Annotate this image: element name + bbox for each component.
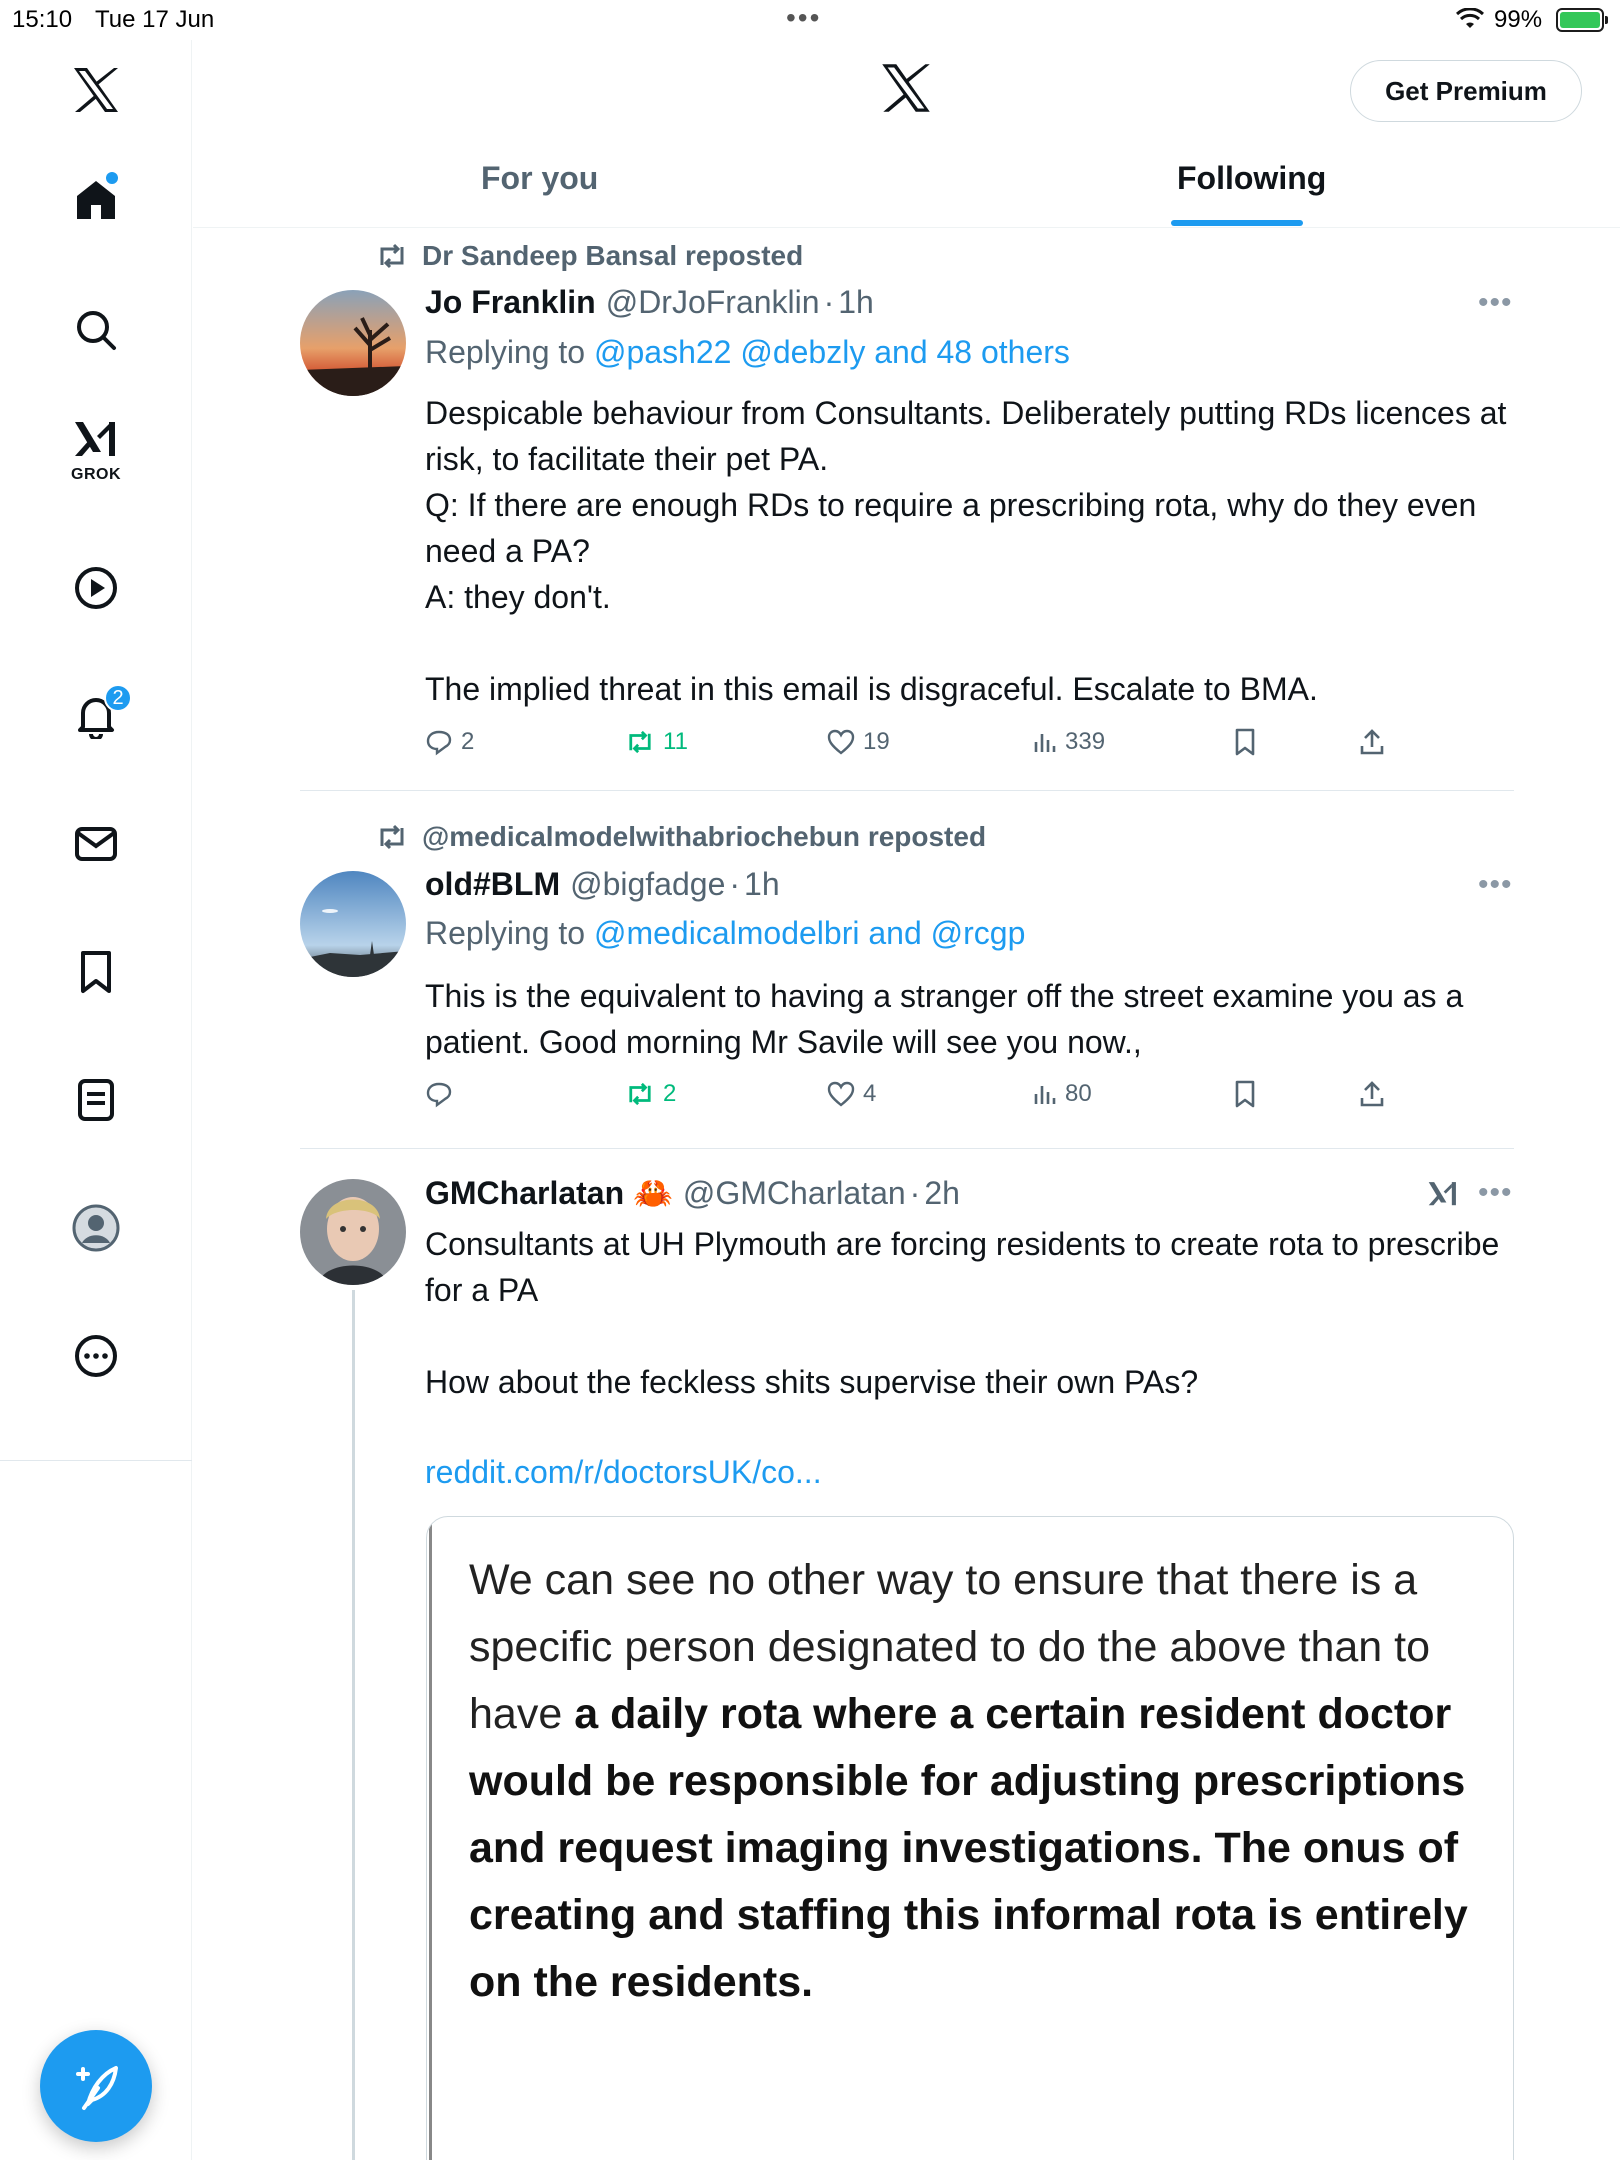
avatar[interactable] xyxy=(300,290,406,396)
tweet-author-row: old#BLM @bigfadge · 1h xyxy=(425,866,780,902)
tweet-time[interactable]: 2h xyxy=(924,1174,960,1211)
views-button[interactable] xyxy=(1033,728,1105,756)
home-icon[interactable] xyxy=(56,160,136,240)
notifications-badge: 2 xyxy=(104,684,132,712)
repost-icon xyxy=(376,824,408,850)
share-button[interactable] xyxy=(1359,728,1385,756)
messages-icon[interactable] xyxy=(56,804,136,884)
battery-icon xyxy=(1556,8,1604,32)
repost-label: @medicalmodelwithabriochebun reposted xyxy=(422,821,987,852)
avatar[interactable] xyxy=(300,1179,406,1285)
replying-to-users[interactable]: @pash22 @debzly and 48 others xyxy=(593,334,1070,370)
reply-icon xyxy=(425,1080,453,1108)
image-text-plain: We can see no other way to ensure that there is a specific person designated to do the above than to have xyxy=(469,1556,1431,1738)
more-icon[interactable]: ••• xyxy=(1478,1176,1513,1209)
image-text xyxy=(469,1547,1489,2016)
bookmark-icon xyxy=(1233,728,1257,756)
x-logo-icon[interactable] xyxy=(56,50,136,130)
repost-indicator[interactable] xyxy=(376,240,803,272)
sidebar-divider xyxy=(0,1460,192,1461)
attached-image[interactable] xyxy=(426,1516,1514,2160)
bookmark-button[interactable] xyxy=(1233,1080,1257,1108)
view-count: 80 xyxy=(1065,1080,1092,1107)
search-icon[interactable] xyxy=(56,290,136,370)
like-count: 4 xyxy=(863,1080,877,1107)
repost-count: 11 xyxy=(663,728,688,755)
tweet-actions xyxy=(425,1080,1405,1120)
image-text-bold: a daily rota where a certain resident doctor would be responsible for adjusting prescriptions and request imaging investigations. The onus of creating and staffing this informal rota is entirely on the residents. xyxy=(469,1690,1468,2006)
author-handle[interactable]: @DrJoFranklin xyxy=(605,284,820,320)
views-icon xyxy=(1033,730,1057,754)
repost-button[interactable] xyxy=(625,1080,676,1108)
tweet-text: Despicable behaviour from Consultants. Deliberately putting RDs licences at risk, to facilitate their pet PA. Q: If there are enough RDs to require a prescribing rota, why do they even need a PA? A: they don't. The implied threat in this email is disgraceful. Escalate to BMA. xyxy=(425,395,1507,707)
author-name[interactable]: old#BLM xyxy=(425,866,561,902)
compose-feather-icon xyxy=(68,2058,124,2114)
sidebar xyxy=(0,40,192,2160)
repost-button[interactable] xyxy=(625,728,688,756)
bookmarks-icon[interactable] xyxy=(56,932,136,1012)
tweet-time[interactable]: 1h xyxy=(838,284,874,320)
author-name[interactable]: GMCharlatan 🦀 xyxy=(425,1175,673,1211)
like-button[interactable] xyxy=(827,728,890,756)
wifi-icon xyxy=(1456,8,1484,37)
status-date: Tue 17 Jun xyxy=(95,6,215,33)
tweet-author-row: Jo Franklin @DrJoFranklin · 1h xyxy=(425,284,874,320)
view-count: 339 xyxy=(1065,728,1106,755)
tab-following[interactable]: Following xyxy=(1177,160,1327,196)
bookmark-icon xyxy=(1233,1080,1257,1108)
x-header-logo-icon xyxy=(879,62,933,119)
replying-to xyxy=(425,915,1025,952)
tweet-link[interactable]: reddit.com/r/doctorsUK/co... xyxy=(425,1454,822,1490)
share-icon xyxy=(1359,728,1385,756)
notifications-icon[interactable] xyxy=(56,676,136,756)
multitasking-dots-icon[interactable]: ••• xyxy=(786,2,822,33)
heart-icon xyxy=(827,729,855,755)
repost-indicator[interactable] xyxy=(376,821,986,853)
author-handle[interactable]: @bigfadge xyxy=(570,866,726,902)
reply-icon xyxy=(425,728,453,756)
author-name[interactable]: Jo Franklin xyxy=(425,284,596,320)
more-icon[interactable]: ••• xyxy=(1478,868,1513,901)
share-button[interactable] xyxy=(1359,1080,1385,1108)
grok-icon[interactable] xyxy=(56,410,136,490)
tweet-author-row: GMCharlatan 🦀 @GMCharlatan · 2h xyxy=(425,1174,960,1211)
like-count: 19 xyxy=(863,728,890,755)
compose-button[interactable] xyxy=(40,2030,152,2142)
grok-explain-icon[interactable] xyxy=(1426,1178,1460,1217)
repost-icon xyxy=(625,730,655,754)
grok-label: GROK xyxy=(71,466,121,483)
repost-label: Dr Sandeep Bansal reposted xyxy=(422,240,804,271)
avatar[interactable] xyxy=(300,871,406,977)
timeline-header xyxy=(193,40,1620,228)
lists-icon[interactable] xyxy=(56,1060,136,1140)
tweet-actions xyxy=(425,728,1405,768)
video-icon[interactable] xyxy=(56,548,136,628)
status-bar xyxy=(0,0,1620,40)
reply-button[interactable] xyxy=(425,1080,461,1108)
tab-for-you[interactable]: For you xyxy=(481,160,599,196)
repost-icon xyxy=(376,243,408,269)
replying-to-prefix: Replying to xyxy=(425,915,594,951)
tweet-text: Consultants at UH Plymouth are forcing residents to create rota to prescribe for a PA How about the feckless shits supervise their own PAs? xyxy=(425,1226,1500,1400)
tweet-text: This is the equivalent to having a stranger off the street examine you as a patient. Good morning Mr Savile will see you now., xyxy=(425,978,1473,1060)
reply-button[interactable] xyxy=(425,728,474,756)
views-button[interactable] xyxy=(1033,1080,1092,1108)
more-icon[interactable]: ••• xyxy=(1478,286,1513,319)
repost-count: 2 xyxy=(663,1080,677,1107)
bookmark-button[interactable] xyxy=(1233,728,1257,756)
status-time: 15:10 xyxy=(12,6,73,33)
tweet-divider xyxy=(300,790,1514,791)
author-handle[interactable]: @GMCharlatan xyxy=(682,1174,906,1211)
reply-count: 2 xyxy=(461,728,475,755)
share-icon xyxy=(1359,1080,1385,1108)
replying-to-prefix: Replying to xyxy=(425,334,594,370)
thread-connector xyxy=(352,1290,355,2160)
battery-percent: 99% xyxy=(1494,6,1543,33)
like-button[interactable] xyxy=(827,1080,876,1108)
heart-icon xyxy=(827,1081,855,1107)
home-new-dot xyxy=(106,172,118,184)
repost-icon xyxy=(625,1082,655,1106)
active-tab-indicator xyxy=(1171,220,1303,226)
get-premium-button[interactable]: Get Premium xyxy=(1350,60,1582,122)
replying-to-users[interactable]: @medicalmodelbri and @rcgp xyxy=(593,915,1026,951)
replying-to xyxy=(425,334,1070,371)
more-options-icon[interactable] xyxy=(56,1316,136,1396)
views-icon xyxy=(1033,1082,1057,1106)
tweet-time[interactable]: 1h xyxy=(744,866,780,902)
profile-icon[interactable] xyxy=(56,1188,136,1268)
tweet-divider xyxy=(300,1148,1514,1149)
